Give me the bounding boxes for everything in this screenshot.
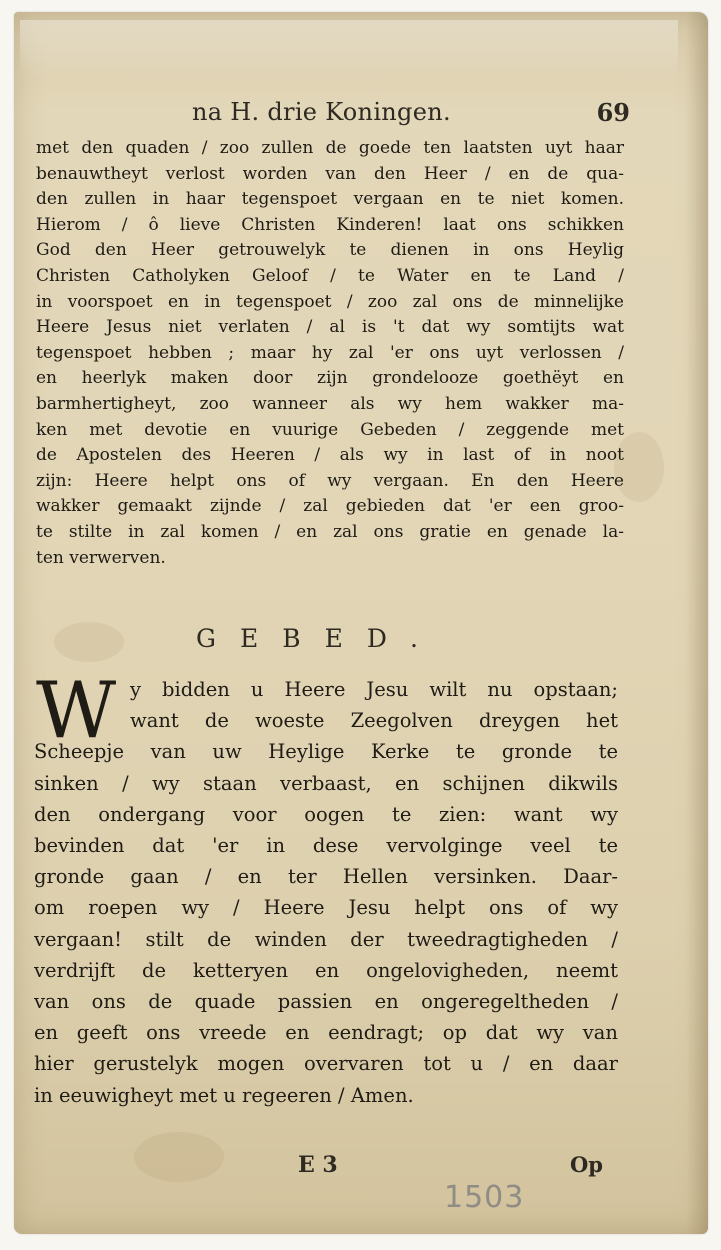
text-line: gronde gaan / en ter Hellen versinken. Daar-	[34, 865, 618, 889]
text-line: vergaan! stilt de winden der tweedragtigheden /	[34, 927, 618, 951]
text-line: ken met devotie en vuurige Gebeden / zeggende met	[36, 419, 624, 440]
signature-mark: E 3	[298, 1152, 338, 1178]
text-line: Scheepje van uw Heylige Kerke te gronde te	[34, 740, 618, 764]
text-line: wakker gemaakt zijnde / zal gebieden dat 'er een groo-	[36, 496, 624, 517]
paper-stain	[54, 622, 124, 662]
text-line: te stilte in zal komen / en zal ons gratie en genade la-	[36, 521, 624, 542]
text-line: en geeft ons vreede en eendragt; op dat wy van	[34, 1021, 618, 1045]
text-line: benauwtheyt verlost worden van den Heer / en de qua-	[36, 163, 624, 184]
text-line: Christen Catholyken Geloof / te Water en te Land /	[36, 265, 624, 286]
text-line: de Apostelen des Heeren / als wy in last of in noot	[36, 445, 624, 466]
text-line: Heere Jesus niet verlaten / al is 't dat wy somtijts wat	[36, 317, 624, 338]
text-line: verdrijft de ketteryen en ongelovigheden, neemt	[34, 958, 618, 982]
text-line: want de woeste Zeegolven dreygen het	[130, 709, 618, 733]
catchword: Op	[570, 1152, 603, 1177]
drop-cap: W	[36, 666, 117, 756]
text-line: den ondergang voor oogen te zien: want wy	[34, 802, 618, 826]
text-line: in eeuwigheyt met u regeeren / Amen.	[34, 1083, 414, 1107]
running-title: na H. drie Koningen.	[192, 98, 451, 126]
text-line: tegenspoet hebben ; maar hy zal 'er ons uyt verlossen /	[36, 342, 624, 363]
pencil-annotation: 1503	[444, 1180, 525, 1215]
text-line: met den quaden / zoo zullen de goede ten laatsten uyt haar	[36, 138, 624, 158]
text-line: in voorspoet en in tegenspoet / zoo zal ons de minnelijke	[36, 291, 624, 312]
text-line: sinken / wy staan verbaast, en schijnen dikwils	[34, 771, 618, 795]
paper-stain	[134, 1132, 224, 1182]
text-line: van ons de quade passien en ongeregeltheden /	[34, 990, 618, 1014]
page-number: 69	[596, 98, 630, 127]
text-line: God den Heer getrouwelyk te dienen in ons Heylig	[36, 240, 624, 261]
text-line: zijn: Heere helpt ons of wy vergaan. En den Heere	[36, 470, 624, 491]
text-line: barmhertigheyt, zoo wanneer als wy hem wakker ma-	[36, 393, 624, 414]
running-header	[40, 98, 630, 134]
text-line: en heerlyk maken door zijn grondelooze goethëyt en	[36, 368, 624, 389]
body-paragraph	[36, 136, 624, 571]
text-line: den zullen in haar tegenspoet vergaan en te niet komen.	[36, 189, 624, 210]
text-line: bevinden dat 'er in dese vervolginge veel te	[34, 834, 618, 858]
text-line: y bidden u Heere Jesu wilt nu opstaan;	[130, 678, 618, 701]
text-line: hier gerustelyk mogen overvaren tot u / en daar	[34, 1052, 618, 1076]
text-line: om roepen wy / Heere Jesu helpt ons of wy	[34, 896, 618, 920]
section-heading: GEBED.	[196, 624, 442, 653]
text-line: ten verwerven.	[36, 547, 166, 568]
text-line: Hierom / ô lieve Christen Kinderen! laat ons schikken	[36, 214, 624, 235]
prayer-paragraph	[34, 666, 618, 1111]
